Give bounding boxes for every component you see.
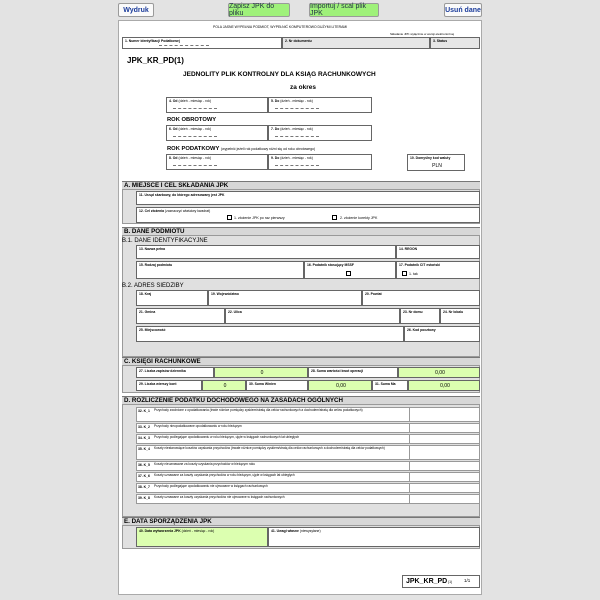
apartment-number-field[interactable]: 24. Nr lokalu bbox=[440, 308, 480, 324]
section-a-header: A. MIEJSCE I CEL SKŁADANIA JPK bbox=[122, 181, 480, 189]
section-e-header: E. DATA SPORZĄDZENIA JPK bbox=[122, 517, 480, 525]
mssf-checkbox[interactable] bbox=[346, 271, 351, 276]
tax-row-number: 37. K_6 bbox=[138, 474, 150, 478]
footer-code: JPK_KR_PD bbox=[406, 578, 448, 585]
import-jpk-button[interactable]: Importuj / scal plik JPK bbox=[309, 3, 379, 17]
section-d-header: D. ROZLICZENIE PODATKU DOCHODOWEGO NA ZASADACH OGÓLNYCH bbox=[122, 396, 480, 404]
first-submission-label: 1. złożenie JPK po raz pierwszy bbox=[234, 215, 285, 220]
purpose-field: 12. Cel złożenia (zaznaczyć właściwy kwadrat) bbox=[136, 207, 480, 223]
tax-row-k2 bbox=[136, 423, 480, 433]
tax-row-amount-field[interactable] bbox=[409, 462, 481, 471]
tax-row-k4 bbox=[136, 445, 480, 460]
tax-row-description: Przychody podlegające opodatkowaniu w roku bieżącym, ujęte w księgach rachunkowych lat ubiegłych bbox=[154, 435, 300, 439]
tax-row-k5 bbox=[136, 461, 480, 471]
tax-row-k7 bbox=[136, 483, 480, 493]
tax-row-description: Przychody zwolnione z opodatkowania (tnwie różnice pomiędzy zyskiem/stratą dla celów rachunkowych a dochodem/stratą dla celów podatkowych) bbox=[154, 408, 363, 412]
postal-code-field[interactable]: 26. Kod pocztowy bbox=[404, 326, 480, 342]
tax-row-number: 32. K_1 bbox=[138, 409, 150, 413]
credit-sum-value: 0,00 bbox=[408, 380, 480, 391]
nip-field[interactable]: 1. Numer identyfikacji Podatkowej bbox=[122, 37, 282, 49]
print-button[interactable]: Wydruk bbox=[118, 3, 154, 17]
tax-year-from-field[interactable]: 8. Od (dzień - miesiąc - rok) bbox=[166, 154, 268, 170]
mssf-field: 16. Podatnik stosujący MSSF bbox=[304, 261, 396, 279]
footer-version: (1) bbox=[448, 580, 453, 584]
tax-row-amount-field[interactable] bbox=[409, 408, 481, 422]
tax-row-description: Koszty uznawane za koszty uzyskania przychodów w roku bieżącym, ujęte w księgach lat ubiegłych bbox=[154, 473, 295, 477]
period-from-field[interactable]: 4. Od (dzień - miesiąc - rok) bbox=[166, 97, 268, 113]
regon-field[interactable]: 14. REGON bbox=[396, 245, 480, 259]
rok-podatkowy-label: ROK PODATKOWY (wypełnić jeżeli rok podatkowy różni się od roku obrotowego) bbox=[167, 146, 316, 152]
section-b2-title: B.2. ADRES SIEDZIBY bbox=[122, 283, 184, 289]
tax-row-k6 bbox=[136, 472, 480, 482]
section-c-header: C. KSIĘGI RACHUNKOWE bbox=[122, 357, 480, 365]
tax-row-description: Przychody podlegające opodatkowaniu nie ujmowane w księgach rachunkowych bbox=[154, 484, 268, 488]
city-field[interactable]: 25. Miejscowość bbox=[136, 326, 404, 342]
currency-code-field[interactable]: 10. Domyślny kod waluty PLN bbox=[407, 154, 465, 171]
save-jpk-button[interactable]: Zapisz JPK do pliku bbox=[228, 3, 290, 17]
document-number-field: 2. Nr dokumentu bbox=[282, 37, 430, 49]
tax-row-number: 34. K_3 bbox=[138, 436, 150, 440]
operations-sum-label-box: 28. Suma wartości kwot operacji bbox=[308, 367, 398, 378]
debit-sum-label-box: 30. Suma Winien bbox=[246, 380, 308, 391]
fiscal-year-from-field[interactable]: 6. Od (dzień - miesiąc - rok) bbox=[166, 125, 268, 141]
country-field[interactable]: 18. Kraj bbox=[136, 290, 208, 306]
generation-date-field[interactable]: 40. Data wytworzenia JPK (dzień - miesiąc - rok) bbox=[136, 527, 268, 547]
cit-estonian-checkbox[interactable] bbox=[402, 271, 407, 276]
full-name-field[interactable]: 13. Nazwa pełna bbox=[136, 245, 396, 259]
street-field[interactable]: 22. Ulica bbox=[225, 308, 400, 324]
tax-office-field[interactable]: 11. Urząd skarbowy, do którego adresowany jest JPK bbox=[136, 191, 480, 205]
tax-row-number: 39. K_8 bbox=[138, 496, 150, 500]
tax-row-description: Koszty nieuznawane za koszty uzyskania przychodów w bieżącym roku bbox=[154, 462, 255, 466]
tax-year-to-field[interactable]: 9. Do (dzień - miesiąc - rok) bbox=[268, 154, 372, 170]
tax-row-amount-field[interactable] bbox=[409, 446, 481, 460]
tax-row-number: 35. K_4 bbox=[138, 447, 150, 451]
journal-entries-label-box: 27. Liczba zapisów dziennika bbox=[136, 367, 214, 378]
top-note: POLA JASNE WYPEŁNIA PODMIOT, WYPEŁNIĆ KOMPUTEROWO DUŻYMI LITERAMI bbox=[213, 25, 348, 29]
tax-row-amount-field[interactable] bbox=[409, 484, 481, 493]
form-code: JPK_KR_PD(1) bbox=[127, 56, 184, 65]
tax-row-k8 bbox=[136, 494, 480, 504]
form-title: JEDNOLITY PLIK KONTROLNY DLA KSIĄG RACHUNKOWYCH bbox=[183, 71, 376, 78]
tax-row-k1 bbox=[136, 407, 480, 422]
za-okres-label: za okres bbox=[290, 84, 317, 91]
house-number-field[interactable]: 23. Nr domu bbox=[400, 308, 440, 324]
entity-type-field[interactable]: 15. Rodzaj podmiotu bbox=[136, 261, 304, 279]
tax-row-amount-field[interactable] bbox=[409, 473, 481, 482]
first-submission-checkbox[interactable] bbox=[227, 215, 232, 220]
own-notes-field[interactable]: 41. Uwagi własne (niewysyłane) bbox=[268, 527, 480, 547]
correction-label: 2. złożenie korekty JPK bbox=[340, 215, 378, 220]
section-b1-title: B.1. DANE IDENTYFIKACYJNE bbox=[122, 238, 208, 244]
correction-checkbox[interactable] bbox=[332, 215, 337, 220]
tax-row-k3 bbox=[136, 434, 480, 444]
tax-row-description: Przychody nieopodatkowane opodatkowaniu w roku bieżącym bbox=[154, 424, 242, 428]
section-b-header: B. DANE PODMIOTU bbox=[122, 227, 480, 235]
tax-row-description: Koszty niestanowiące kosztów uzyskania przychodów (trwałe różnice pomiędzy zyskiem/stratą dla celów rachunkowych a dochodem/stratą dla celów podatkowych) bbox=[154, 446, 385, 450]
cit-estonian-field: 17. Podatnik CIT estoński bbox=[396, 261, 480, 279]
municipality-field[interactable]: 21. Gmina bbox=[136, 308, 225, 324]
tax-row-number: 36. K_5 bbox=[138, 463, 150, 467]
tax-row-amount-field[interactable] bbox=[409, 495, 481, 504]
tax-row-amount-field[interactable] bbox=[409, 435, 481, 444]
side-note: Składanie JPK wyłącznie w wersji elektronicznej bbox=[390, 32, 455, 36]
tax-row-amount-field[interactable] bbox=[409, 424, 481, 433]
account-rows-label-box: 29. Liczba wierszy kont bbox=[136, 380, 202, 391]
account-rows-count: 0 bbox=[202, 380, 246, 391]
status-field: 3. Status bbox=[430, 37, 480, 49]
voivodeship-field[interactable]: 19. Województwo bbox=[208, 290, 362, 306]
county-field[interactable]: 20. Powiat bbox=[362, 290, 480, 306]
delete-data-button[interactable]: Usuń dane bbox=[444, 3, 482, 17]
period-to-field[interactable]: 5. Do (dzień - miesiąc - rok) bbox=[268, 97, 372, 113]
credit-sum-label-box: 31. Suma Ma bbox=[372, 380, 408, 391]
operations-sum-value: 0,00 bbox=[398, 367, 480, 378]
rok-obrotowy-label: ROK OBROTOWY bbox=[167, 117, 217, 123]
tax-row-description: Koszty uznawane za koszty uzyskania przychodów nie ujmowane w księgach rachunkowych bbox=[154, 495, 285, 499]
debit-sum-value: 0,00 bbox=[308, 380, 372, 391]
tax-row-number: 38. K_7 bbox=[138, 485, 150, 489]
fiscal-year-to-field[interactable]: 7. Do (dzień - miesiąc - rok) bbox=[268, 125, 372, 141]
tax-row-number: 33. K_2 bbox=[138, 425, 150, 429]
cit-estonian-option-label: 1. tak bbox=[409, 271, 418, 276]
form-paper bbox=[118, 20, 482, 595]
journal-entries-count: 0 bbox=[214, 367, 308, 378]
footer-page: 1/1 bbox=[464, 578, 471, 583]
